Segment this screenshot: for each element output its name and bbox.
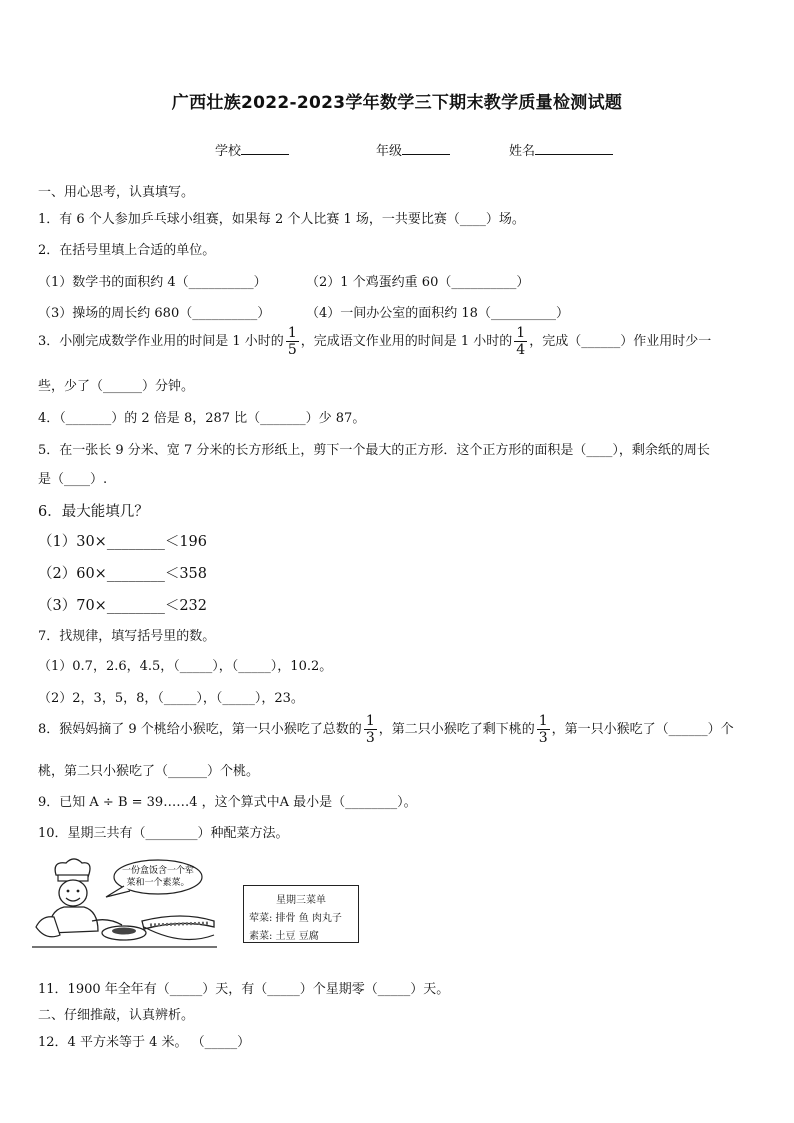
question-5-line-1: 5．在一张长 9 分米、宽 7 分米的长方形纸上，剪下一个最大的正方形．这个正方形的面积是（____），剩余纸的周长: [38, 443, 710, 458]
school-blank[interactable]: [241, 142, 289, 155]
name-field: [509, 140, 613, 159]
fraction-numerator: 1: [538, 713, 548, 729]
question-10: 10．星期三共有（________）种配菜方法。: [38, 826, 289, 841]
question-2-part-2: （2）1 个鸡蛋约重 60（__________）: [306, 275, 530, 290]
question-8-line-2: 桃，第二只小猴吃了（______）个桃。: [38, 764, 260, 779]
question-6-part-1: （1）30×________＜196: [38, 534, 208, 550]
question-8: [38, 714, 734, 745]
question-3-line-2: 些，少了（______）分钟。: [38, 379, 195, 394]
bubble-text-line-1: 一份盒饭含一个荤: [121, 866, 195, 876]
question-3: [38, 326, 711, 357]
question-6: 6．最大能填几？: [38, 504, 149, 520]
menu-vegetable-dishes: 素菜: 土豆 豆腐: [249, 931, 319, 942]
question-6-part-3: （3）70×________＜232: [38, 598, 208, 614]
fraction-denominator: 3: [365, 730, 375, 746]
chef-illustration: [32, 855, 217, 955]
grade-label: 年级: [376, 144, 403, 159]
fraction-denominator: 3: [538, 730, 548, 746]
question-1: 1．有 6 个人参加乒乓球小组赛，如果每 2 个人比赛 1 场，一共要比赛（____）场。: [38, 212, 525, 227]
question-8-text-1: 8．猴妈妈摘了 9 个桃给小猴吃，第一只小猴吃了总数的: [38, 722, 362, 737]
section-heading-1: 一、用心思考，认真填写。: [38, 185, 195, 200]
question-2-part-3: （3）操场的周长约 680（__________）: [38, 306, 271, 321]
fraction-one-quarter: [514, 326, 527, 357]
question-7-part-1: （1）0.7，2.6，4.5，（_____），（_____），10.2。: [38, 659, 333, 674]
question-5-line-2: 是（____）.: [38, 472, 108, 487]
question-2: 2．在括号里填上合适的单位。: [38, 243, 216, 258]
question-3-text-3: ，完成（______）作业用时少一: [529, 334, 712, 349]
question-12: 12．4 平方米等于 4 米。 （_____）: [38, 1035, 251, 1050]
fraction-denominator: 5: [287, 342, 297, 358]
school-field: [215, 140, 289, 159]
section-heading-2: 二、仔细推敲，认真辨析。: [38, 1008, 195, 1023]
question-7-part-2: （2）2，3，5，8，（_____），（_____），23。: [38, 691, 304, 706]
question-4: 4．（_______）的 2 倍是 8，287 比（_______）少 87。: [38, 411, 366, 426]
name-label: 姓名: [509, 144, 536, 159]
bubble-text-line-2: 菜和一个素菜。: [126, 878, 190, 888]
page-title: 广西壮族2022-2023学年数学三下期末教学质量检测试题: [171, 93, 623, 113]
fraction-numerator: 1: [365, 713, 375, 729]
fraction-one-third: [537, 714, 550, 745]
fraction-numerator: 1: [287, 325, 297, 341]
fraction-one-third: [364, 714, 377, 745]
question-8-text-3: ，第一只小猴吃了（______）个: [551, 722, 734, 737]
fraction-numerator: 1: [516, 325, 526, 341]
menu-title: 星期三菜单: [276, 895, 326, 906]
wednesday-menu-card: [243, 885, 359, 943]
question-6-part-2: （2）60×________＜358: [38, 566, 208, 582]
menu-meat-dishes: 荤菜: 排骨 鱼 肉丸子: [249, 913, 342, 924]
fraction-one-fifth: [286, 326, 299, 357]
question-8-text-2: ，第二只小猴吃了剩下桃的: [378, 722, 535, 737]
question-2-part-4: （4）一间办公室的面积约 18（__________）: [306, 306, 569, 321]
question-3-text-2: ，完成语文作业用的时间是 1 小时的: [300, 334, 513, 349]
question-9: 9．已知 A ÷ B = 39……4 ，这个算式中A 最小是（________）。: [38, 795, 417, 810]
grade-blank[interactable]: [402, 142, 450, 155]
question-11: 11．1900 年全年有（_____）天，有（_____）个星期零（_____）天。: [38, 982, 450, 997]
name-blank[interactable]: [535, 142, 613, 155]
question-7: 7．找规律，填写括号里的数。: [38, 629, 216, 644]
question-3-text-1: 3．小刚完成数学作业用的时间是 1 小时的: [38, 334, 284, 349]
school-label: 学校: [215, 144, 242, 159]
fraction-denominator: 4: [516, 342, 526, 358]
question-2-part-1: （1）数学书的面积约 4（__________）: [38, 275, 267, 290]
grade-field: [376, 140, 450, 159]
